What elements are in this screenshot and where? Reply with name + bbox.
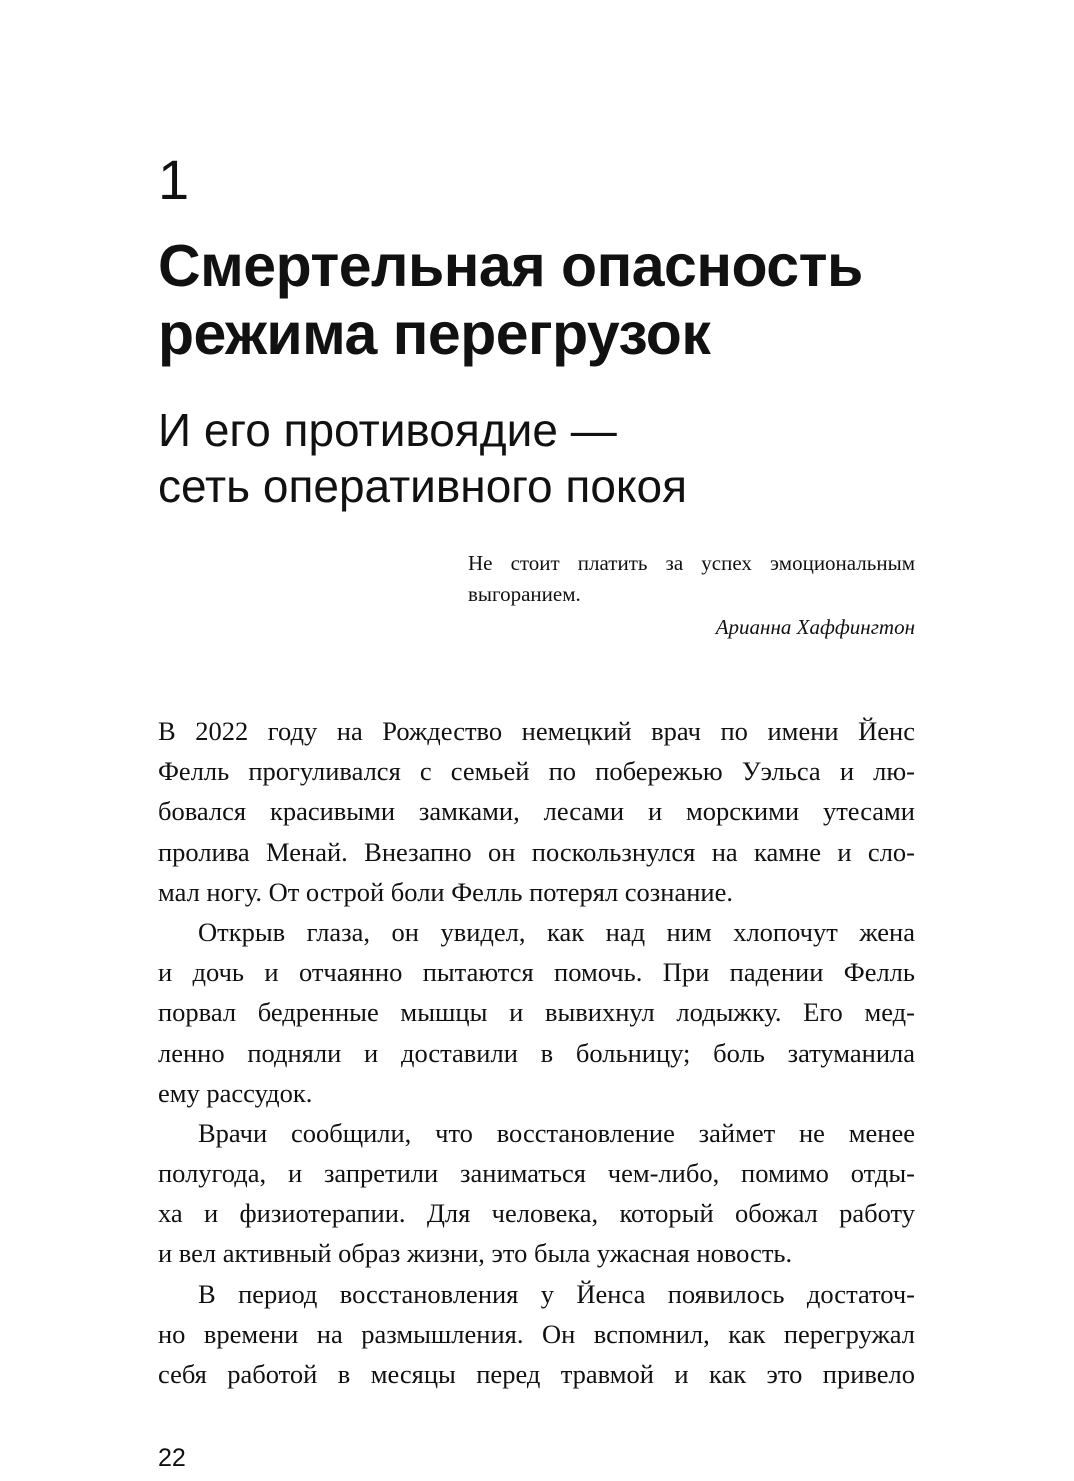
text-line: В 2022 году на Рождество немецкий врач по имени Йенс — [158, 716, 915, 746]
page-number: 22 — [158, 1444, 186, 1472]
chapter-subtitle-line: И его противоядие — — [158, 404, 617, 456]
text-line: но времени на размышления. Он вспомнил, как перегружал — [158, 1318, 915, 1349]
chapter-subtitle-line: сеть оперативного покоя — [158, 460, 688, 512]
body-text — [158, 711, 915, 1394]
chapter-title — [158, 232, 978, 368]
text-line: бовался красивыми замками, лесами и морскими утесами — [158, 796, 915, 827]
epigraph-text: Не стоит платить за успех эмоциональным выгоранием. — [468, 551, 915, 606]
text-line: и дочь и отчаянно пытаются помочь. При падении Фелль — [158, 957, 915, 988]
chapter-title-line: режима перегрузок — [158, 301, 711, 367]
text-line: ленно подняли и доставили в больницу; боль затуманила — [158, 1037, 915, 1068]
chapter-number: 1 — [158, 148, 190, 211]
text-line: полугода, и запретили заниматься чем-либо, помимо отды- — [158, 1158, 915, 1189]
text-line: себя работой в месяцы перед травмой и как это привело — [158, 1359, 915, 1389]
text-line: В период восстановления у Йенса появилось достаточ- — [198, 1278, 915, 1309]
text-line: и вел активный образ жизни, это была ужасная новость. — [158, 1238, 793, 1269]
text-line: ему рассудок. — [158, 1077, 313, 1108]
epigraph — [468, 548, 915, 643]
text-line: Фелль прогуливался с семьей по побережью Уэльса и лю- — [158, 756, 915, 787]
text-line: ха и физиотерапии. Для человека, который обожал работу — [158, 1198, 915, 1229]
text-line: Открыв глаза, он увидел, как над ним хлопочут жена — [198, 916, 915, 947]
text-line: пролива Менай. Внезапно он поскользнулся на камне и сло- — [158, 836, 915, 867]
chapter-subtitle — [158, 402, 978, 514]
text-line: Врачи сообщили, что восстановление займет не менее — [198, 1117, 915, 1148]
epigraph-author: Арианна Хаффингтон — [715, 615, 915, 639]
text-line: порвал бедренные мышцы и вывихнул лодыжку. Его мед- — [158, 997, 915, 1028]
text-line: мал ногу. От острой боли Фелль потерял сознание. — [158, 876, 733, 907]
chapter-title-line: Смертельная опасность — [158, 233, 863, 299]
